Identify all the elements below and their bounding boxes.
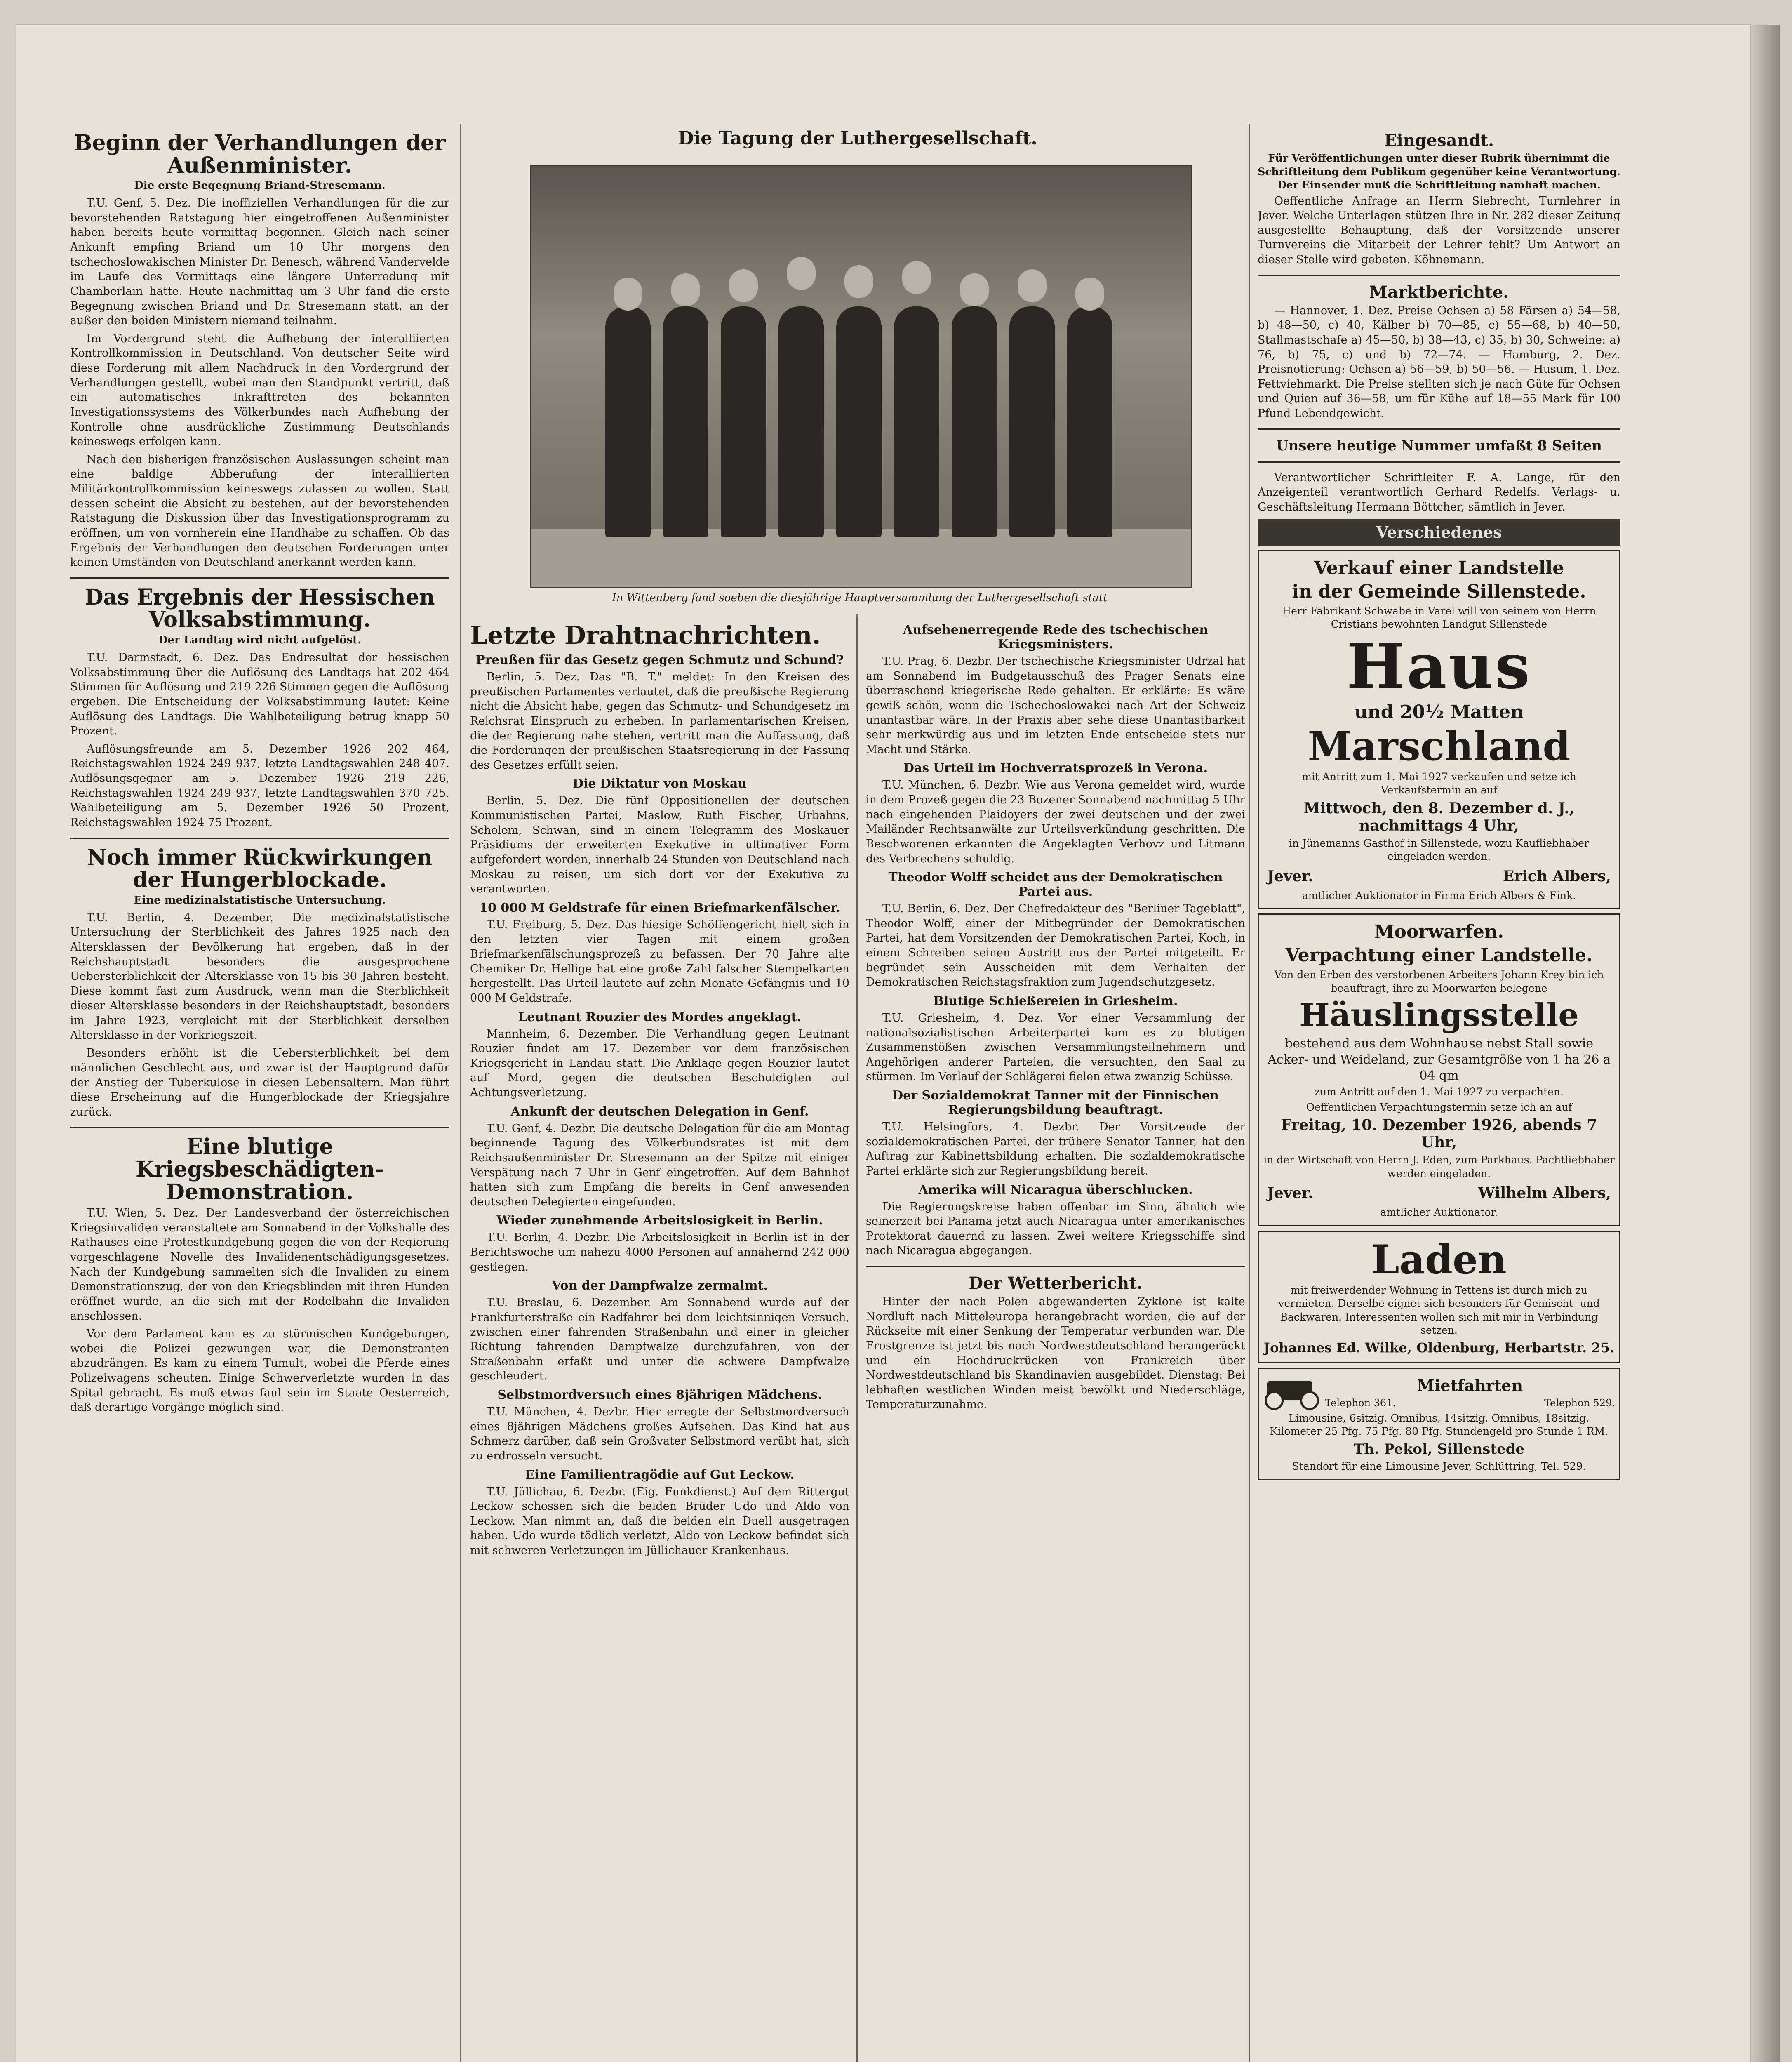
section-title: Letzte Drahtnachrichten. (470, 621, 821, 650)
ad-text: mit freiwerdender Wohnung in Tettens ist durch mich zu vermieten. Derselbe eignet sich besonders für Gemischt- und Backwaren. Interessenten wollen sich mit mir in Verbindung setzen. (1278, 1284, 1600, 1336)
ad-headline: Moorwarfen. (1374, 921, 1504, 942)
news-paragraph: Berlin, 5. Dez. Das "B. T." meldet: In den Kreisen des preußischen Parlamentes verlautet, daß die preußische Regierung nicht die Absicht habe, gegen das Schmutz- und Schundgesetz im Reichsrat Einspruch zu erheben. In parlamentarischen Kreisen, die der Regierung nahe stehen, vertritt man die Auffassung, daß die Forderungen der preußischen Staatsregierung in der Fassung des Gesetzes erfüllt seien. (470, 671, 849, 772)
news-title: Der Sozialdemokrat Tanner mit der Finnischen Regierungsbildung beauftragt. (892, 1088, 1219, 1117)
newspaper-page (16, 25, 1750, 2062)
ad-text: Herr Fabrikant Schwabe in Varel will von seinem von Herrn Cristians bewohnten Landgut Sillenstede (1282, 605, 1596, 630)
column-2 (470, 619, 849, 2062)
page-edge (1751, 25, 1780, 2062)
news-title: Ankunft der deutschen Delegation in Genf. (510, 1104, 809, 1119)
ad-big-word: Marschland (1308, 723, 1571, 770)
news-paragraph: Berlin, 5. Dez. Die fünf Oppositionellen der deutschen Kommunistischen Partei, Maslow, Ruth Fischer, Urbahns, Scholem, Schwan, sind in einem Telegramm des Moskauer Präsidiums der erweiterten Exekutive in ultimativer Form aufgefordert worden, innerhalb 24 Stunden von Deutschland nach Moskau zu reisen, um sich dort vor der Exekutive zu verantworten. (470, 794, 849, 896)
ad-firm: Johannes Ed. Wilke, Oldenburg, Herbartstr. 25. (1263, 1339, 1615, 1356)
news-paragraph: T.U. Jüllichau, 6. Dezbr. (Eig. Funkdienst.) Auf dem Rittergut Leckow schossen sich die beiden Brüder Udo und Aldo von Leckow. Man nimmt an, daß die beiden ein Duell ausgetragen haben. Udo wurde tödlich verletzt, Aldo von Leckow befindet sich mit schweren Verletzungen im Jüllichauer Krankenhaus. (470, 1485, 849, 1557)
news-paragraph: T.U. Helsingfors, 4. Dezbr. Der Vorsitzende der sozialdemokratischen Partei, der frühere Senator Tanner, hat den Auftrag zur Kabinettsbildung erhalten. Die sozialdemokratische Partei erklärte sich zur Regierungsbildung bereit. (866, 1120, 1245, 1177)
weather-paragraph: Hinter der nach Polen abgewanderten Zyklone ist kalte Nordluft nach Mitteleuropa herangebracht worden, die auf der Rückseite mit einer Senkung der Temperatur verbunden war. Die Frostgrenze ist jetzt bis nach Nordwestdeutschland herangerückt und ein Hochdruckrücken von Frankreich über Nordwestdeutschland bis Skandinavien ausgebildet. Dienstag: Bei lebhaften westlichen Winden meist bewölkt und Niederschläge, Temperaturzunahme. (866, 1295, 1245, 1411)
divider (1258, 461, 1620, 463)
weather-title: Der Wetterbericht. (969, 1273, 1143, 1293)
ad-name: Erich Albers, (1503, 867, 1611, 885)
article-title: Beginn der Verhandlungen der Außenminister. (74, 130, 446, 178)
ad-signature (1267, 868, 1611, 885)
section-banner: Verschiedenes (1258, 519, 1620, 546)
column-rule (1249, 124, 1250, 2062)
news-title: 10 000 M Geldstrafe für einen Briefmarkenfälscher. (479, 900, 840, 915)
ad-headline: Verkauf einer Landstelle (1314, 557, 1564, 579)
ad-text: in Jünemanns Gasthof in Sillenstede, wozu Kaufliebhaber eingeladen werden. (1289, 837, 1589, 862)
impressum: Verantwortlicher Schriftleiter F. A. Lange, für den Anzeigenteil verantwortlich Gerhard Redelfs. Verlags- u. Geschäftsleitung Hermann Böttcher, sämtlich in Jever. (1258, 471, 1620, 513)
ad-phone: Telephon 361. (1325, 1397, 1396, 1409)
article-paragraph: T.U. Wien, 5. Dez. Der Landesverband der österreichischen Kriegsinvaliden veranstaltete am Sonnabend in der Volkshalle des Rathauses eine Protestkundgebung gegen die von der Regierung vorgeschlagene Novelle des Invalidenentschädigungsgesetzes. Nach der Kundgebung sammelten sich die Invaliden zu einem Demonstrationszug, der von den Kriegsblinden mit ihren Hunden eröffnet wurde, an die sich mit der Rodelbahn die Invaliden anschlossen. (70, 1207, 449, 1323)
ad-name: Wilhelm Albers, (1478, 1184, 1611, 1202)
news-title: Preußen für das Gesetz gegen Schmutz und Schund? (475, 653, 844, 667)
photo-caption: In Wittenberg fand soeben die diesjährige Hauptversammlung der Luthergesellschaft statt (612, 592, 1108, 604)
ad-firm: Th. Pekol, Sillenstede (1353, 1441, 1525, 1457)
news-paragraph: Mannheim, 6. Dezember. Die Verhandlung gegen Leutnant Rouzier findet am 17. Dezember vor dem französischen Kriegsgericht in Landau statt. Die Anklage gegen Rouzier lautet auf Mord, gegen die deutschen Beschuldigten auf Achtungsverletzung. (470, 1027, 849, 1099)
divider (1258, 428, 1620, 430)
news-title: Wieder zunehmende Arbeitslosigkeit in Berlin. (496, 1213, 823, 1228)
article-paragraph: T.U. Genf, 5. Dez. Die inoffiziellen Verhandlungen für die zur bevorstehenden Ratstagung hier eingetroffenen Außenminister haben bereits heute vormittag begonnen. Gleich nach seiner Ankunft empfing Briand um 10 Uhr morgens den tschechoslowakischen Minister Dr. Benesch, während Vandervelde im Laufe des Vormittags eine längere Unterredung mit Chamberlain hatte. Heute nachmittag um 3 Uhr fand die erste Begegnung zwischen Briand und Dr. Stresemann statt, an der außer den beiden Ministern niemand teilnahm. (70, 197, 449, 327)
ad-role: amtlicher Auktionator in Firma Erich Albers & Fink. (1302, 889, 1576, 902)
article-subtitle: Der Landtag wird nicht aufgelöst. (158, 634, 362, 646)
article-paragraph: T.U. Berlin, 4. Dezember. Die medizinalstatistische Untersuchung der Sterblichkeit des Jahres 1925 nach den Altersklassen der Bevölkerung hat ergeben, daß in der Reichshauptstadt besonders die ausgesprochene Uebersterblichkeit der Altersklasse von 15 bis 30 Jahren besteht. Diese kommt fast zum Ausdruck, wenn man die Sterblichkeit dieser Altersklasse besonders in der Reichshauptstadt, besonders im Jahre 1923, vergleicht mit der Sterblichkeit derselben Altersklasse in der Vorkriegszeit. (70, 911, 449, 1042)
article-paragraph: Auflösungsfreunde am 5. Dezember 1926 202 464, Reichstagswahlen 1924 249 937, letzte Landtagswahlen 248 407. Auflösungsgegner am 5. Dezember 1926 219 226, Reichstagswahlen 1924 249 937, letzte Landtagswahlen 370 725. Wahlbeteiligung am 5. Dezember 1926 50 Prozent, Reichstagswahlen 1924 75 Prozent. (70, 742, 449, 829)
photo-block (472, 128, 1243, 610)
article-subtitle: Die erste Begegnung Briand-Stresemann. (134, 179, 386, 192)
article-paragraph: Besonders erhöht ist die Uebersterblichkeit bei dem männlichen Geschlecht aus, und zwar ist der Hauptgrund dafür der Anstieg der Tuberkulose in diesen Lebensaltern. Man führt diese Erscheinung auf die Hungerblockade der Kriegsjahre zurück. (70, 1047, 449, 1118)
ad-place: Jever. (1267, 1184, 1313, 1202)
column-3 (866, 619, 1245, 2062)
ad-signature (1267, 1184, 1611, 1202)
ad-date: Mittwoch, den 8. Dezember d. J., nachmittags 4 Uhr, (1303, 799, 1575, 834)
ad-laden (1258, 1231, 1620, 1363)
news-paragraph: T.U. Griesheim, 4. Dez. Vor einer Versammlung der nationalsozialistischen Arbeiterpartei kam es zu blutigen Zusammenstößen zwischen Versammlungsteilnehmern und Angehörigen anderer Parteien, die versuchten, den Saal zu stürmen. Im Verlauf der Schlägerei fielen etwa zwanzig Schüsse. (866, 1011, 1245, 1083)
ad-text: bestehend aus dem Wohnhause nebst Stall sowie Acker- und Weideland, zur Gesamtgröße von 1 ha 26 a 04 qm (1268, 1036, 1611, 1083)
news-paragraph: Die Regierungskreise haben offenbar im Sinn, ähnlich wie seinerzeit bei Panama jetzt auch Nicaragua unter amerikanisches Protektorat dauernd zu lassen. Zwei weitere Kriegsschiffe sind nach Nicaragua abgegangen. (866, 1200, 1245, 1257)
market-paragraph: — Hannover, 1. Dez. Preise Ochsen a) 58 Färsen a) 54—58, b) 48—50, c) 40, Kälber b) 70—85, c) 55—68, b) 40—50, Stallmastschafe a) 45—50, b) 38—43, c) 35, b) 30, Schweine: a) 76, b) 75, c) und b) 72—74. — Hamburg, 2. Dez. Preisnotierung: Ochsen a) 56—59, b) 50—56. — Husum, 1. Dez. Fettviehmarkt. Die Preise stellten sich je nach Güte für Ochsen und Quien auf 36—58, um für Kühe auf 18—55 Mark für 100 Pfund Lebendgewicht. (1258, 304, 1620, 420)
news-title: Von der Dampfwalze zermalmt. (552, 1278, 768, 1293)
ad-place: Jever. (1267, 867, 1313, 885)
ad-mietfahrten (1258, 1368, 1620, 1481)
disclaimer: Für Veröffentlichungen unter dieser Rubrik übernimmt die Schriftleitung dem Publikum gegenüber keine Verantwortung. Der Einsender muß die Schriftleitung namhaft machen. (1258, 152, 1620, 191)
ad-text: Oeffentlichen Verpachtungstermin setze ich an auf (1306, 1101, 1572, 1113)
article-paragraph: Vor dem Parlament kam es zu stürmischen Kundgebungen, wobei die Polizei gezwungen war, die Demonstranten abzudrängen. Es kam zu einem Tumult, wobei die Pferde eines Polizeiwagens scheuten. Einige Schwerverletzte wurden in das Spital gebracht. Es muß etwas faul sein im Staate Oesterreich, daß derartige Vorgänge möglich sind. (70, 1328, 449, 1414)
section-title: Eingesandt. (1384, 131, 1494, 150)
news-title: Selbstmordversuch eines 8jährigen Mädchens. (497, 1388, 822, 1402)
news-title: Eine Familientragödie auf Gut Leckow. (525, 1467, 795, 1482)
news-title: Das Urteil im Hochverratsprozeß in Verona. (903, 761, 1208, 776)
news-paragraph: T.U. Prag, 6. Dezbr. Der tschechische Kriegsminister Udrzal hat am Sonnabend im Budgetausschuß des Prager Senats eine überraschend kriegerische Rede gehalten. Er erklärte: Es wäre gewiß schön, wenn die Tschechoslowakei nach Art der Schweiz unantastbar wäre. In der Praxis aber sehe diese Unantastbarkeit sehr merkwürdig aus und im letzten Ende entscheide stets nur Macht und Stärke. (866, 655, 1245, 756)
article-paragraph: T.U. Darmstadt, 6. Dez. Das Endresultat der hessischen Volksabstimmung über die Auflösung des Landtags hat 202 464 Stimmen für Auflösung und 219 226 Stimmen gegen die Auflösung ergeben. Die Entscheidung der Volksabstimmung lautet: Keine Auflösung des Landtags. Die Wahlbeteiligung betrug knapp 50 Prozent. (70, 651, 449, 738)
news-title: Die Diktatur von Moskau (572, 777, 747, 791)
ad-text: Standort für eine Limousine Jever, Schlüttring, Tel. 529. (1292, 1460, 1586, 1472)
news-title: Amerika will Nicaragua überschlucken. (918, 1182, 1193, 1197)
group-photo (530, 165, 1192, 588)
photo-title: Die Tagung der Luthergesellschaft. (678, 128, 1037, 149)
article-paragraph: Nach den bisherigen französischen Auslassungen scheint man eine baldige Abberufung der interalliierten Militärkontrollkommission keineswegs zulassen zu wollen. Statt dessen scheint die Absicht zu bestehen, auf der bevorstehenden Ratstagung die Diskussion über das Investigationsprogramm zu eröffnen, um von vornherein eine Handhabe zu schaffen. Ob das Ergebnis der Verhandlungen den deutschen Forderungen unter keinen Umständen von Deutschland anerkannt werden kann. (70, 453, 449, 569)
ad-moorwarfen (1258, 913, 1620, 1226)
article-title: Das Ergebnis der Hessischen Volksabstimmung. (85, 584, 435, 633)
news-paragraph: T.U. Berlin, 4. Dezbr. Die Arbeitslosigkeit in Berlin ist in der Berichtswoche um nahezu 4000 Personen auf annähernd 242 000 gestiegen. (470, 1231, 849, 1273)
ad-headline: Mietfahrten (1417, 1376, 1523, 1395)
ad-role: amtlicher Auktionator. (1380, 1206, 1498, 1218)
article-title: Eine blutige Kriegsbeschädigten-Demonstration. (136, 1134, 384, 1205)
news-title: Theodor Wolff scheidet aus der Demokratischen Partei aus. (888, 870, 1223, 899)
news-paragraph: T.U. Berlin, 6. Dez. Der Chefredakteur des "Berliner Tageblatt", Theodor Wolff, einer der Mitbegründer der Demokratischen Partei, hat dem Vorsitzenden der Demokratischen Partei, Koch, in einem Schreiben seinen Austritt aus der Partei mitgeteilt. Er begründet sein Ausscheiden mit dem Verhalten der Demokratischen Reichstagsfraktion zum Jugendschutzgesetz. (866, 902, 1245, 989)
column-1 (70, 128, 449, 2062)
article-title: Noch immer Rückwirkungen der Hungerblockade. (87, 845, 433, 893)
column-rule (856, 614, 858, 2062)
letter-paragraph: Oeffentliche Anfrage an Herrn Siebrecht, Turnlehrer in Jever. Welche Unterlagen stützen Ihre in Nr. 282 dieser Zeitung ausgestellte Behauptung, daß der Vorsitzende unserer Turnvereins die Mitarbeit der Lehrer fehlt? Um Antwort an dieser Stelle wird gebeten. Köhnemann. (1258, 194, 1620, 266)
article-subtitle: Eine medizinalstatistische Untersuchung. (134, 894, 386, 906)
ad-landstelle (1258, 550, 1620, 910)
news-paragraph: T.U. München, 6. Dezbr. Wie aus Verona gemeldet wird, wurde in dem Prozeß gegen die 23 Bozener Sonnabend nachmittag 5 Uhr nach eingehenden Plaidoyers der zwei deutschen und der zwei Mailänder Rechtsanwälte zur Urteilsverkündung geschritten. Die Beschworenen erkannten die Angeklagten Verhovz und Litmann des Verbrechens schuldig. (866, 779, 1245, 865)
ad-big-word: Laden (1371, 1236, 1507, 1283)
news-paragraph: T.U. Freiburg, 5. Dez. Das hiesige Schöffengericht hielt sich in den letzten vier Tagen mit einem großen Briefmarkenfälschungsprozeß zu befassen. Der 70 Jahre alte Chemiker Dr. Hellige hat eine große Zahl falscher Stempelkarten hergestellt. Das Urteil lautete auf zehn Monate Gefängnis und 10 000 M Geldstrafe. (470, 918, 849, 1005)
section-title: Marktberichte. (1369, 282, 1509, 302)
news-paragraph: T.U. München, 4. Dezbr. Hier erregte der Selbstmordversuch eines 8jährigen Mädchens großes Aufsehen. Das Kind hat aus Schmerz darüber, daß sein Großvater Selbstmord verübt hat, sich zu erdrosseln versucht. (470, 1405, 849, 1462)
page-count-note: Unsere heutige Nummer umfaßt 8 Seiten (1276, 437, 1602, 454)
ad-phone: Telephon 529. (1544, 1397, 1615, 1409)
news-title: Blutige Schießereien in Griesheim. (933, 993, 1178, 1008)
ad-headline: Verpachtung einer Landstelle. (1285, 945, 1593, 966)
ad-text: in der Wirtschaft von Herrn J. Eden, zum Parkhaus. Pachtliebhaber werden eingeladen. (1263, 1154, 1615, 1179)
news-paragraph: T.U. Breslau, 6. Dezember. Am Sonnabend wurde auf der Frankfurterstraße ein Radfahrer bei dem leichtsinnigen Versuch, zwischen einer fahrenden Straßenbahn und einer in gleicher Richtung fahrenden Dampfwalze durchzufahren, von der Straßenbahn erfaßt und unter die schwere Dampfwalze geschleudert. (470, 1296, 849, 1383)
ad-big-word: Haus (1346, 630, 1532, 703)
ad-text: mit Antritt zum 1. Mai 1927 verkaufen und setze ich Verkaufstermin an auf (1302, 770, 1576, 796)
column-4 (1258, 128, 1620, 2062)
divider (70, 838, 449, 839)
ad-text: Von den Erben des verstorbenen Arbeiters Johann Krey bin ich beauftragt, ihre zu Moorwarfen belegene (1274, 969, 1604, 994)
ad-text: und 20½ Matten (1354, 701, 1524, 723)
article-paragraph: Im Vordergrund steht die Aufhebung der interalliierten Kontrollkommission in Deutschland. Von deutscher Seite wird diese Forderung mit allem Nachdruck in den Vordergrund der Verhandlungen gestellt, wobei man den Standpunkt vertritt, daß ein automatisches Inkrafttreten des bekannten Investigationssystems des Völkerbundes nach Aufhebung der Kontrolle ohne ausdrückliche Zustimmung Deutschlands keineswegs erfolgen kann. (70, 332, 449, 448)
divider (70, 1127, 449, 1128)
ad-big-word: Häuslingsstelle (1299, 996, 1579, 1034)
news-title: Leutnant Rouzier des Mordes angeklagt. (518, 1010, 801, 1024)
ad-headline: in der Gemeinde Sillenstede. (1292, 581, 1586, 602)
ad-date: Freitag, 10. Dezember 1926, abends 7 Uhr, (1281, 1116, 1597, 1151)
news-title: Aufsehenerregende Rede des tschechischen Kriegsministers. (903, 623, 1209, 652)
column-rule (460, 124, 461, 2062)
ad-text: zum Antritt auf den 1. Mai 1927 zu verpachten. (1315, 1086, 1564, 1098)
divider (1258, 275, 1620, 276)
divider (866, 1266, 1245, 1267)
ad-text: Limousine, 6sitzig. Omnibus, 14sitzig. Omnibus, 18sitzig. Kilometer 25 Pfg. 75 Pfg. 80 Pfg. Stundengeld pro Stunde 1 RM. (1270, 1412, 1609, 1437)
news-paragraph: T.U. Genf, 4. Dezbr. Die deutsche Delegation für die am Montag beginnende Tagung des Völkerbundsrates ist mit dem Reichsaußenminister Dr. Stresemann an der Spitze mit einiger Verspätung nach 7 Uhr in Genf eingetroffen. Auf dem Bahnhof hatten sich zum Empfang die bereits in Genf anwesenden deutschen Delegierten eingefunden. (470, 1122, 849, 1208)
car-icon (1263, 1373, 1321, 1410)
divider (70, 577, 449, 579)
